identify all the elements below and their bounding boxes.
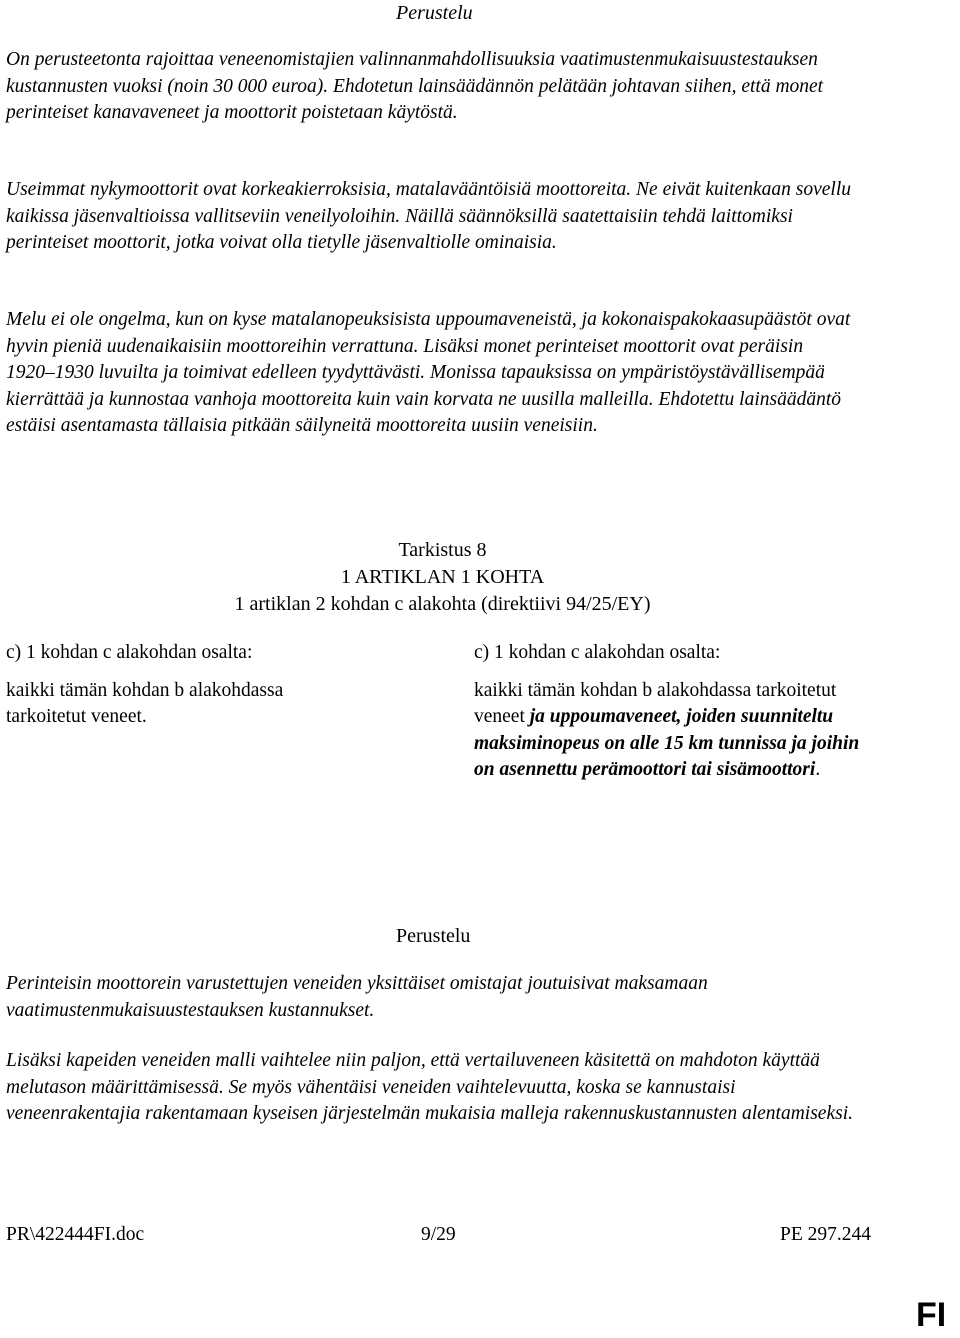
right-column-text-plain: kaikki tämän kohdan b alakohdassa tarkoitetut veneet xyxy=(474,679,837,727)
section-heading-2: Perustelu xyxy=(396,925,471,947)
right-column xyxy=(474,640,884,784)
justification-paragraph-5: Lisäksi kapeiden veneiden malli vaihtelee niin paljon, että vertailuveneen käsitettä on mahdoton käyttää melutason määrittämisessä. Se myös vähentäisi veneiden vaihtelevuutta, koska se kannustaisi veneenrakentajia rakentamaan kyseisen järjestelmän mukaisia malleja rakennuskustannusten alentamiseksi. xyxy=(6,1050,853,1124)
justification-paragraph-4: Perinteisin moottorein varustettujen veneiden yksittäiset omistajat joutuisivat maksamaan vaatimustenmukaisuustestauksen kustannukset. xyxy=(6,973,708,1021)
justification-paragraph-2: Useimmat nykymoottorit ovat korkeakierroksisia, matalavääntöisiä moottoreita. Ne eivät kuitenkaan sovellu kaikissa jäsenvaltioissa vallitseviin veneilyoloihin. Näillä säännöksillä saatettaisiin tehdä laittomiksi perinteiset moottorit, jotka voivat olla tietylle jäsenvaltiolle ominaisia. xyxy=(6,179,852,253)
footer-language-code: FI xyxy=(916,1296,947,1334)
right-column-text-added: ja uppoumaveneet, joiden suunniteltu maksiminopeus on alle 15 km tunnissa ja joihin on asennettu perämoottori tai sisämoottori xyxy=(474,706,860,780)
right-column-heading: c) 1 kohdan c alakohdan osalta: xyxy=(474,642,721,663)
footer-pe-ref: PE 297.244 xyxy=(780,1224,872,1245)
amendment-reference: 1 artiklan 2 kohdan c alakohta (direktiivi 94/25/EY) xyxy=(234,593,651,615)
left-column xyxy=(6,640,351,731)
right-column-text-end: . xyxy=(815,759,821,780)
footer-doc-ref: PR\422444FI.doc xyxy=(6,1224,145,1245)
amendment-title: Tarkistus 8 xyxy=(398,539,487,561)
justification-paragraph-3: Melu ei ole ongelma, kun on kyse matalanopeuksisista uppoumaveneistä, ja kokonaispakokaasupäästöt ovat hyvin pieniä uudenaikaisiin moottoreihin verrattuna. Lisäksi monet perinteiset moottorit ovat peräisin 1920–1930 luvuilta ja toimivat edelleen tyydyttävästi. Monissa tapauksissa on ympäristöystävällisempää kierrättää ja kunnostaa vanhoja moottoreita kuin vain korvata ne uusilla malleilla. Ehdotettu lainsäädäntö estäisi asentamasta tällaisia pitkään säilyneitä moottoreita uusiin veneisiin. xyxy=(6,309,851,436)
left-column-text: kaikki tämän kohdan b alakohdassa tarkoitetut veneet. xyxy=(6,679,284,727)
amendment-article: 1 ARTIKLAN 1 KOHTA xyxy=(340,566,545,588)
footer-page-number: 9/29 xyxy=(421,1224,456,1245)
left-column-heading: c) 1 kohdan c alakohdan osalta: xyxy=(6,642,253,663)
section-heading: Perustelu xyxy=(396,2,473,24)
right-column-text xyxy=(474,678,884,784)
justification-paragraph-1: On perusteetonta rajoittaa veneenomistajien valinnanmahdollisuuksia vaatimustenmukaisuustestauksen kustannusten vuoksi (noin 30 000 euroa). Ehdotetun lainsäädännön pelätään johtavan siihen, että monet perinteiset kanavaveneet ja moottorit poistetaan käytöstä. xyxy=(6,49,824,123)
